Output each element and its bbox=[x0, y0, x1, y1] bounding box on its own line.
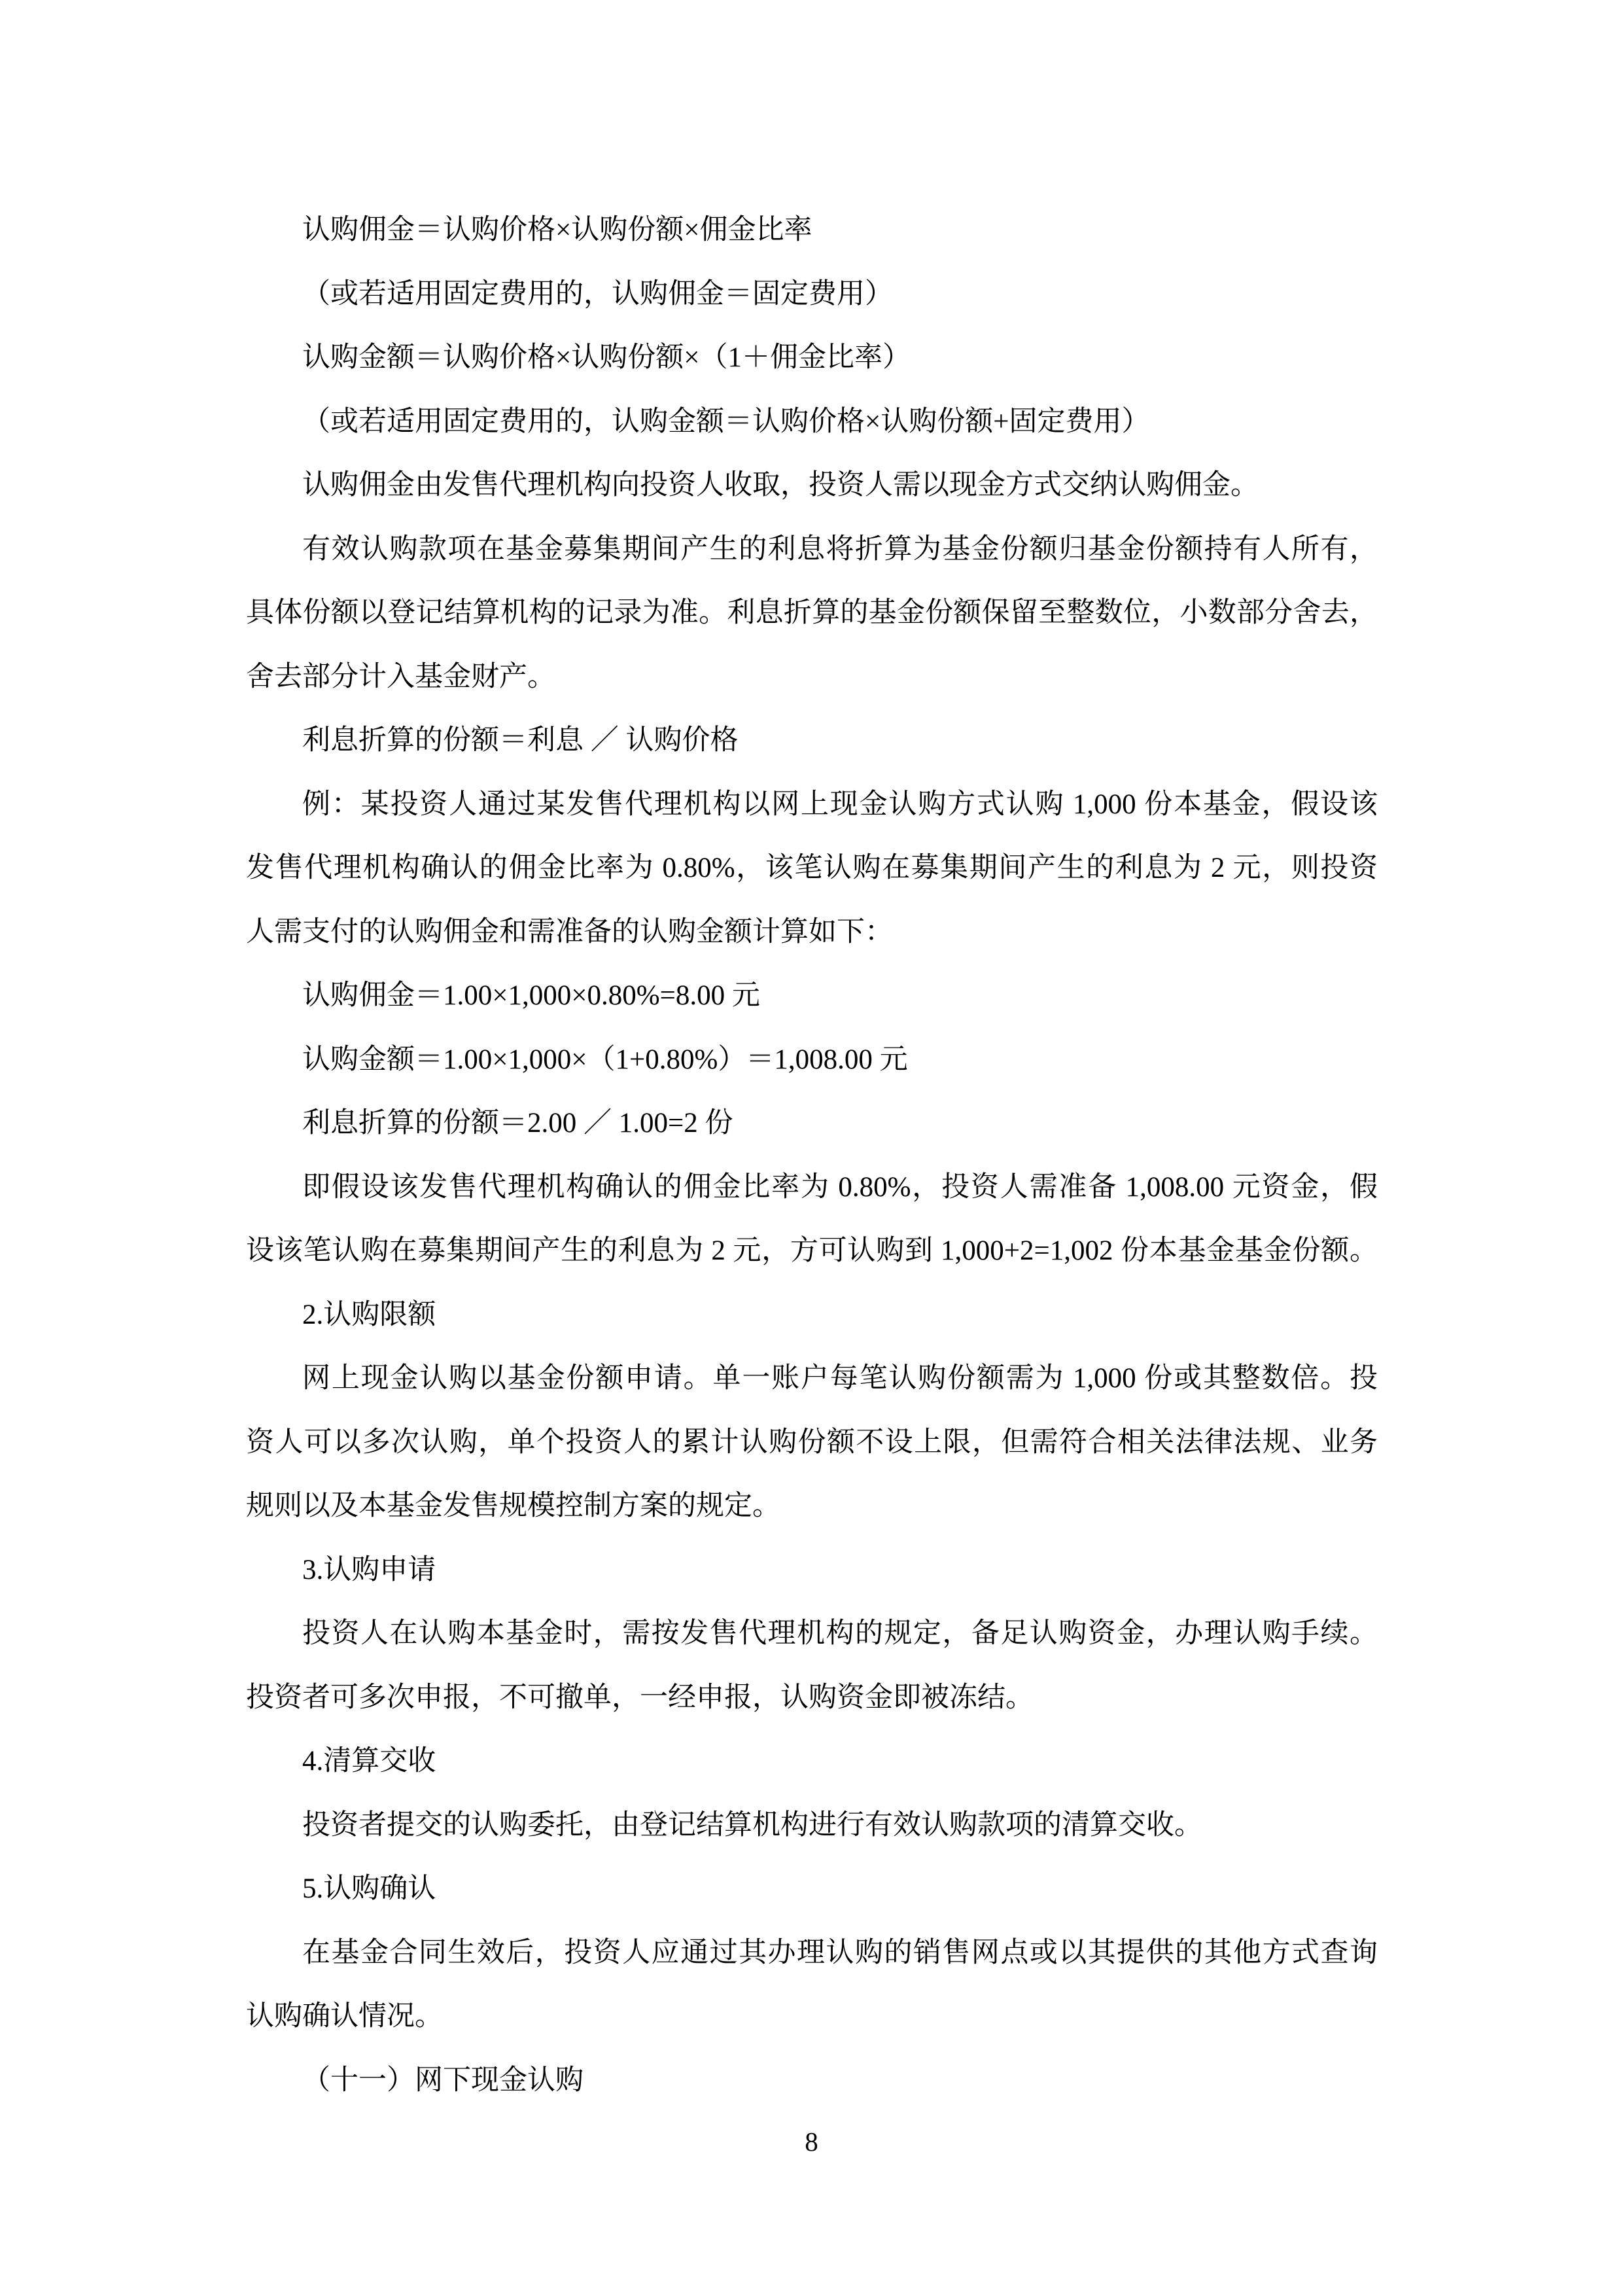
text-line: 有效认购款项在基金募集期间产生的利息将折算为基金份额归基金份额持有人所有， bbox=[302, 533, 1378, 565]
document-body-text bbox=[246, 198, 1378, 2112]
text-line: 发售代理机构确认的佣金比率为 0.80%，该笔认购在募集期间产生的利息为 2 元，则投资 bbox=[246, 853, 1378, 883]
text-line: 在基金合同生效后，投资人应通过其办理认购的销售网点或以其提供的其他方式查询 bbox=[302, 1937, 1378, 1968]
text-line: 2.认购限额 bbox=[302, 1299, 436, 1330]
text-line: 网上现金认购以基金份额申请。单一账户每笔认购份额需为 1,000 份或其整数倍。投 bbox=[302, 1363, 1378, 1394]
text-line: 投资者提交的认购委托，由登记结算机构进行有效认购款项的清算交收。 bbox=[302, 1809, 1202, 1841]
text-line: 人需支付的认购佣金和需准备的认购金额计算如下： bbox=[246, 916, 893, 947]
text-line: 即假设该发售代理机构确认的佣金比率为 0.80%，投资人需准备 1,008.00 元资金，假 bbox=[302, 1171, 1378, 1203]
text-line: 规则以及本基金发售规模控制方案的规定。 bbox=[246, 1491, 780, 1521]
text-line: 认购确认情况。 bbox=[246, 2001, 443, 2032]
text-line: 例：某投资人通过某发售代理机构以网上现金认购方式认购 1,000 份本基金，假设该 bbox=[302, 788, 1378, 820]
text-line: 投资人在认购本基金时，需按发售代理机构的规定，备足认购资金，办理认购手续。 bbox=[302, 1618, 1378, 1649]
text-line: 投资者可多次申报，不可撤单，一经申报，认购资金即被冻结。 bbox=[246, 1682, 1034, 1713]
page-number: 8 bbox=[805, 2127, 818, 2157]
text-line: 4.清算交收 bbox=[302, 1746, 436, 1776]
text-line: 利息折算的份额＝利息 ／ 认购价格 bbox=[302, 725, 739, 756]
text-line: 认购佣金由发售代理机构向投资人收取，投资人需以现金方式交纳认购佣金。 bbox=[302, 470, 1259, 501]
text-line: 认购佣金＝1.00×1,000×0.80%=8.00 元 bbox=[302, 980, 760, 1011]
text-line: （或若适用固定费用的，认购佣金＝固定费用） bbox=[302, 278, 893, 309]
text-line: 设该笔认购在募集期间产生的利息为 2 元，方可认购到 1,000+2=1,002 份本基金基金份额。 bbox=[246, 1235, 1378, 1266]
text-line: 资人可以多次认购，单个投资人的累计认购份额不设上限，但需符合相关法律法规、业务 bbox=[246, 1426, 1378, 1458]
text-line: 利息折算的份额＝2.00 ／ 1.00=2 份 bbox=[302, 1108, 733, 1139]
text-line: 认购金额＝认购价格×认购份额×（1＋佣金比率） bbox=[302, 342, 911, 373]
text-line: （十一）网下现金认购 bbox=[302, 2064, 584, 2096]
text-line: （或若适用固定费用的，认购金额＝认购价格×认购份额+固定费用） bbox=[302, 406, 1150, 437]
text-line: 认购佣金＝认购价格×认购份额×佣金比率 bbox=[302, 215, 812, 245]
text-line: 3.认购申请 bbox=[302, 1554, 436, 1585]
text-line: 舍去部分计入基金财产。 bbox=[246, 661, 555, 692]
text-line: 5.认购确认 bbox=[302, 1873, 436, 1904]
text-line: 具体份额以登记结算机构的记录为准。利息折算的基金份额保留至整数位，小数部分舍去， bbox=[246, 597, 1378, 628]
text-line: 认购金额＝1.00×1,000×（1+0.80%）＝1,008.00 元 bbox=[302, 1044, 908, 1075]
